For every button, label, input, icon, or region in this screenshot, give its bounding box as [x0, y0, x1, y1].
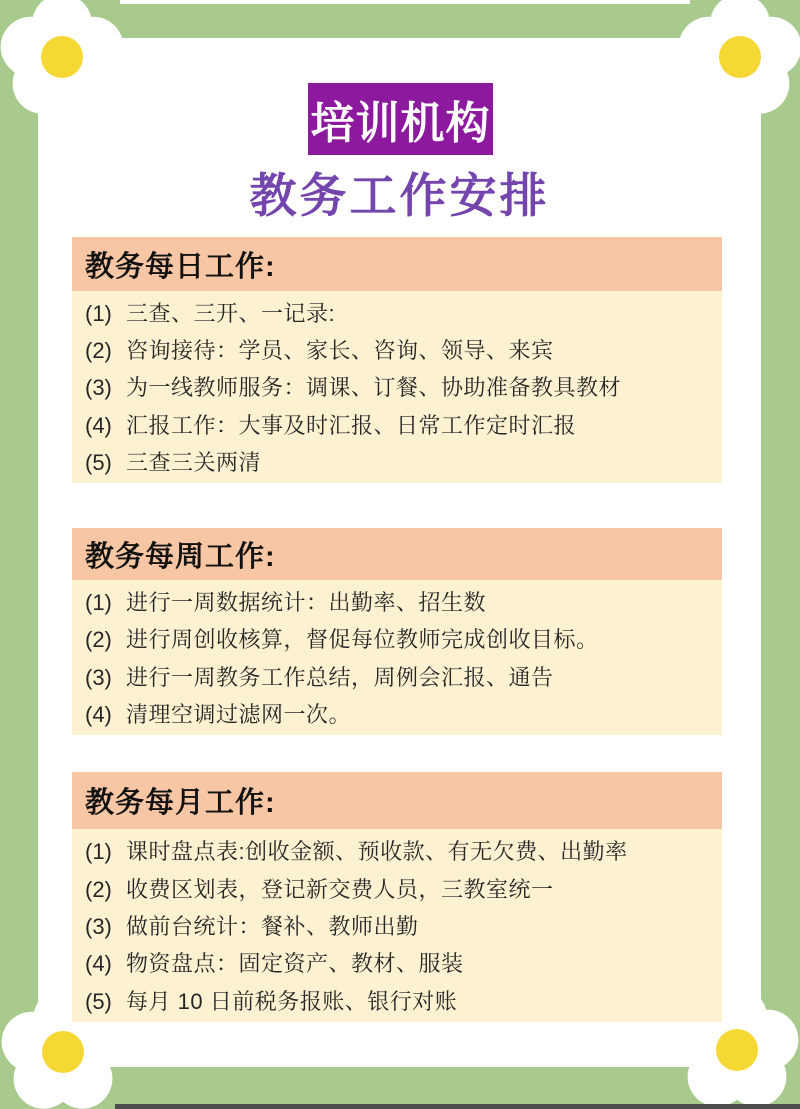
- page-title-text: 教务工作安排: [249, 168, 550, 222]
- item-text: 三查三关两清: [126, 449, 262, 475]
- item-text: 进行一周数据统计：出勤率、招生数: [126, 590, 487, 616]
- item-number: (3): [85, 664, 112, 690]
- item-number: (1): [85, 590, 112, 616]
- list-item: [85, 873, 722, 904]
- daisy-flower-icon: [678, 0, 800, 119]
- title-badge-text: 培训机构: [310, 99, 491, 148]
- item-number: (1): [85, 839, 112, 865]
- item-number: (4): [85, 701, 112, 727]
- item-number: (4): [85, 412, 112, 438]
- bottom-edge-bar: [115, 1104, 800, 1109]
- list-item: [85, 910, 722, 941]
- section-body-monthly: [72, 829, 722, 1022]
- section-header-weekly: [72, 528, 722, 580]
- item-text: 每月 10 日前税务报账、银行对账: [126, 988, 458, 1014]
- item-number: (2): [85, 338, 112, 364]
- item-text: 物资盘点：固定资产、教材、服装: [126, 951, 464, 977]
- item-text: 进行周创收核算，督促每位教师完成创收目标。: [126, 627, 599, 653]
- item-number: (3): [85, 375, 112, 401]
- list-item: [85, 586, 722, 617]
- item-number: (3): [85, 913, 112, 939]
- list-item: [85, 371, 722, 402]
- list-item: [85, 297, 722, 328]
- item-text: 汇报工作：大事及时汇报、日常工作定时汇报: [126, 412, 577, 438]
- list-item: [85, 698, 722, 729]
- list-item: [85, 334, 722, 365]
- item-text: 咨询接待：学员、家长、咨询、领导、来宾: [126, 338, 554, 364]
- list-item: [85, 985, 722, 1016]
- section-heading: 教务每周工作:: [85, 540, 276, 573]
- page-title: [38, 164, 761, 220]
- item-text: 三查、三开、一记录:: [126, 301, 336, 327]
- section-header-monthly: [72, 772, 722, 829]
- section-body-daily: [72, 291, 722, 483]
- section-header-daily: [72, 237, 722, 291]
- item-text: 做前台统计：餐补、教师出勤: [126, 913, 419, 939]
- item-number: (2): [85, 876, 112, 902]
- item-text: 收费区划表，登记新交费人员，三教室统一: [126, 876, 554, 902]
- section-heading: 教务每月工作:: [85, 787, 276, 819]
- item-text: 课时盘点表:创收金额、预收款、有无欠费、出勤率: [126, 839, 628, 865]
- item-text: 进行一周教务工作总结，周例会汇报、通告: [126, 664, 554, 690]
- flower-center: [41, 36, 83, 78]
- section-body-weekly: [72, 580, 722, 735]
- section-heading: 教务每日工作:: [85, 250, 276, 283]
- list-item: [85, 661, 722, 692]
- title-badge: [308, 83, 493, 155]
- top-edge-strip: [120, 0, 690, 4]
- item-number: (1): [85, 301, 112, 327]
- item-number: (5): [85, 449, 112, 475]
- item-text: 清理空调过滤网一次。: [126, 701, 352, 727]
- item-number: (4): [85, 951, 112, 977]
- item-number: (5): [85, 988, 112, 1014]
- daisy-flower-icon: [0, 0, 124, 119]
- item-text: 为一线教师服务：调课、订餐、协助准备教具教材: [126, 375, 622, 401]
- list-item: [85, 835, 722, 866]
- item-number: (2): [85, 627, 112, 653]
- flower-center: [719, 36, 761, 78]
- list-item: [85, 409, 722, 440]
- list-item: [85, 446, 722, 477]
- list-item: [85, 947, 722, 978]
- flower-center: [716, 1029, 758, 1071]
- list-item: [85, 623, 722, 654]
- flower-center: [42, 1031, 84, 1073]
